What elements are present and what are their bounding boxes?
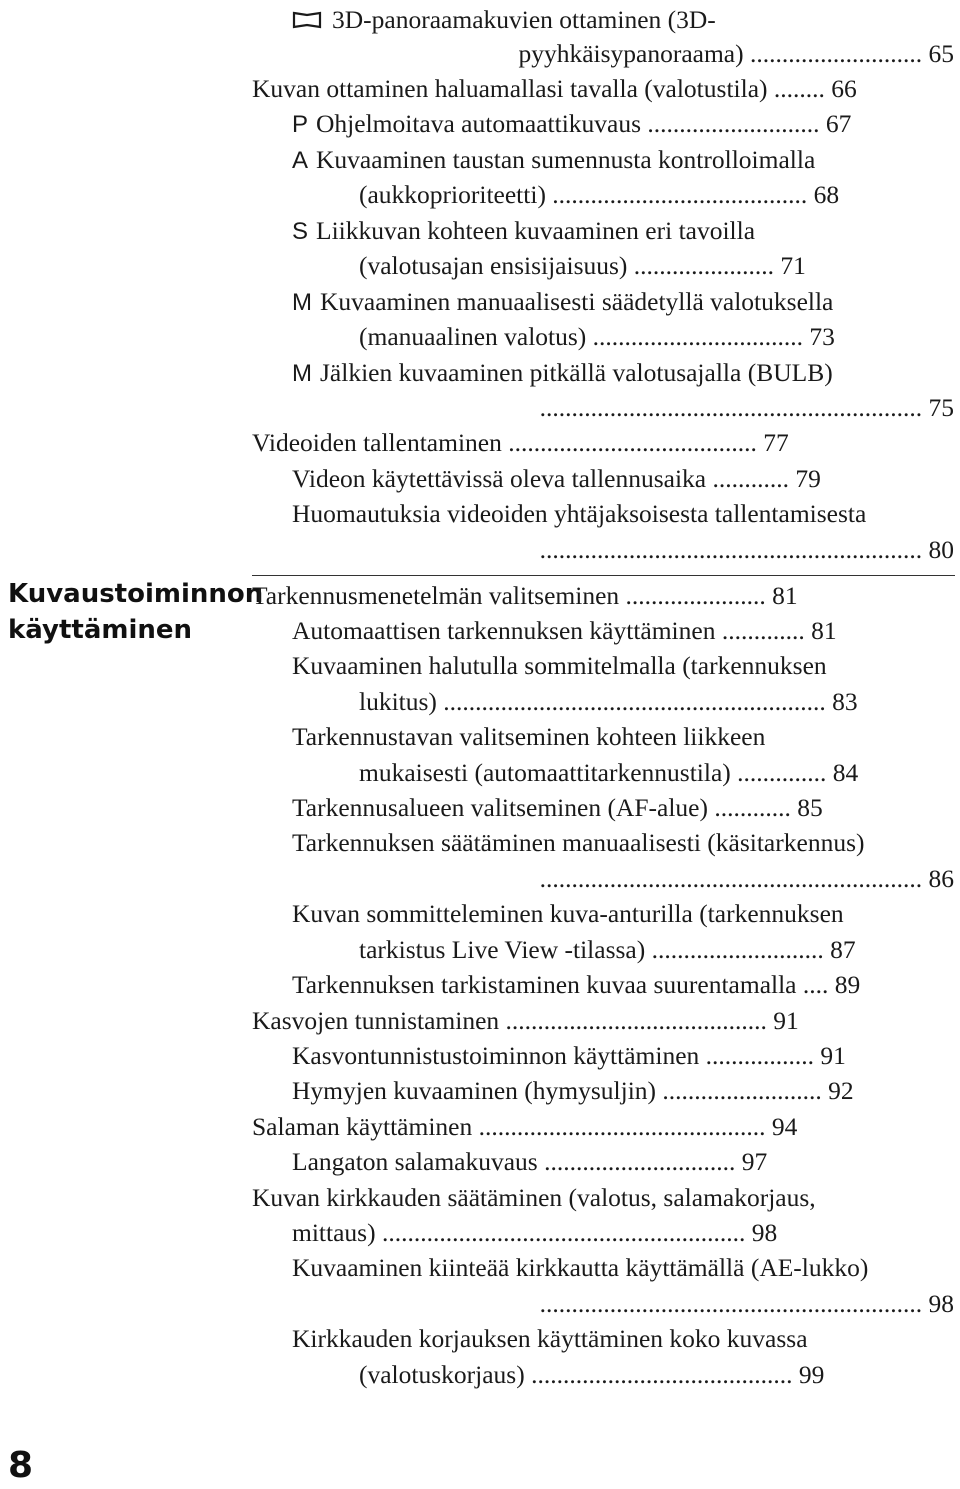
section-title-line1: Kuvaustoiminnon (8, 579, 264, 609)
toc-line (292, 1144, 954, 1180)
toc-line (292, 142, 954, 178)
toc-line (359, 755, 954, 791)
section-divider (252, 575, 955, 576)
toc-entry-text[interactable]: Tarkennuksen säätäminen manuaalisesti (käsitarkennus) (292, 828, 865, 857)
toc-entry-text[interactable]: (valotusajan ensisijaisuus) ...................... 71 (359, 251, 806, 280)
toc-entry-text[interactable]: Tarkennusalueen valitseminen (AF-alue) ............ 85 (292, 793, 823, 822)
toc-entry-text[interactable]: Ohjelmoitava automaattikuvaus ........................... 67 (316, 109, 852, 138)
toc-line (292, 355, 954, 391)
toc-entry-text[interactable]: Hymyjen kuvaaminen (hymysuljin) ......................... 92 (292, 1076, 854, 1105)
toc-line (252, 71, 954, 107)
toc-entry-text[interactable]: Tarkennuksen tarkistaminen kuvaa suurentamalla .... 89 (292, 970, 861, 999)
toc-line (292, 284, 954, 320)
toc-entry-text[interactable]: Kasvontunnistustoiminnon käyttäminen ................. 91 (292, 1041, 846, 1070)
toc-line (292, 106, 954, 142)
toc-entry-text[interactable]: Langaton salamakuvaus .............................. 97 (292, 1147, 768, 1176)
toc-entry-text[interactable]: Kuvan kirkkauden säätäminen (valotus, salamakorjaus, (252, 1183, 816, 1212)
toc-line (252, 36, 954, 72)
toc-line (359, 177, 954, 213)
toc-entry-text[interactable]: tarkistus Live View -tilassa) ........................... 87 (359, 935, 856, 964)
toc-line (292, 1250, 954, 1286)
toc-entry-text[interactable]: ............................................................ 86 (539, 864, 954, 893)
toc-line (252, 578, 954, 614)
toc-line (252, 390, 954, 426)
toc-line (292, 461, 954, 497)
toc-entry-text[interactable]: Kuvaaminen manuaalisesti säädetyllä valotuksella (320, 287, 834, 316)
toc-entry-text[interactable]: Liikkuvan kohteen kuvaaminen eri tavoilla (316, 216, 756, 245)
toc-line (252, 1109, 954, 1145)
mode-letter: S (292, 218, 309, 245)
toc-line (292, 967, 954, 1003)
toc-line (292, 790, 954, 826)
toc-entry-text[interactable]: lukitus) ............................................................ 83 (359, 687, 858, 716)
mode-letter: M (292, 289, 312, 316)
toc-entry-text[interactable]: (aukkoprioriteetti) ........................................ 68 (359, 180, 840, 209)
toc-line (292, 213, 954, 249)
toc-entry-text[interactable]: ............................................................ 75 (539, 393, 954, 422)
toc-line (292, 896, 954, 932)
toc-entry-text[interactable]: ............................................................ 98 (539, 1289, 954, 1318)
toc-entry-text[interactable]: Kasvojen tunnistaminen ......................................... 91 (252, 1006, 799, 1035)
toc-line (252, 861, 954, 897)
toc-entry-text[interactable]: mukaisesti (automaattitarkennustila) .............. 84 (359, 758, 859, 787)
toc-line (292, 613, 954, 649)
toc-line (359, 932, 954, 968)
toc-entry-text[interactable]: Videoiden tallentaminen ....................................... 77 (252, 428, 789, 457)
toc-line (292, 1073, 954, 1109)
toc-entry-text[interactable]: Tarkennusmenetelmän valitseminen ...................... 81 (252, 581, 798, 610)
toc-line (359, 684, 954, 720)
toc-entry-text[interactable]: Kuvaaminen kiinteää kirkkautta käyttämällä (AE-lukko) (292, 1253, 869, 1282)
page-number: 8 (8, 1445, 34, 1486)
mode-letter: M (292, 360, 312, 387)
section-title-line2: käyttäminen (8, 615, 193, 645)
toc-line (292, 825, 954, 861)
toc-line (292, 496, 954, 532)
toc-line (359, 248, 954, 284)
toc-entry-text[interactable]: Kirkkauden korjauksen käyttäminen koko kuvassa (292, 1324, 808, 1353)
mode-letter: A (292, 147, 309, 174)
toc-entry-text[interactable]: 3D-panoraamakuvien ottaminen (3D- (332, 5, 716, 34)
toc-line (252, 1286, 954, 1322)
toc-entry-text[interactable]: Automaattisen tarkennuksen käyttäminen ............. 81 (292, 616, 837, 645)
toc-entry-text[interactable]: Kuvaaminen taustan sumennusta kontrolloimalla (316, 145, 816, 174)
panorama-icon (292, 3, 322, 21)
toc-entry-text[interactable]: mittaus) ......................................................... 98 (292, 1218, 778, 1247)
toc-line (292, 2, 954, 38)
toc-entry-text[interactable]: Salaman käyttäminen ............................................. 94 (252, 1112, 798, 1141)
toc-entry-text[interactable]: Tarkennustavan valitseminen kohteen liikkeen (292, 722, 766, 751)
toc-line (359, 319, 954, 355)
toc-line (292, 1215, 954, 1251)
toc-entry-text[interactable]: pyyhkäisypanoraama) ........................... 65 (518, 39, 954, 68)
toc-line (292, 648, 954, 684)
mode-letter: P (292, 111, 309, 138)
toc-entry-text[interactable]: Jälkien kuvaaminen pitkällä valotusajalla (BULB) (320, 358, 833, 387)
toc-line (252, 425, 954, 461)
toc-entry-text[interactable]: Kuvaaminen halutulla sommitelmalla (tarkennuksen (292, 651, 827, 680)
toc-line (292, 1321, 954, 1357)
toc-line (252, 532, 954, 568)
toc-line (359, 1357, 954, 1393)
toc-line (292, 719, 954, 755)
toc-entry-text[interactable]: Kuvan sommitteleminen kuva-anturilla (tarkennuksen (292, 899, 844, 928)
toc-entry-text[interactable]: Kuvan ottaminen haluamallasi tavalla (valotustila) ........ 66 (252, 74, 857, 103)
toc-entry-text[interactable]: ............................................................ 80 (539, 535, 954, 564)
toc-entry-text[interactable]: Videon käytettävissä oleva tallennusaika ............ 79 (292, 464, 821, 493)
toc-line (292, 1038, 954, 1074)
toc-entry-text[interactable]: (valotuskorjaus) ......................................... 99 (359, 1360, 825, 1389)
toc-line (252, 1180, 954, 1216)
toc-line (252, 1003, 954, 1039)
toc-entry-text[interactable]: (manuaalinen valotus) ................................. 73 (359, 322, 835, 351)
section-title (8, 576, 263, 648)
toc-entry-text[interactable]: Huomautuksia videoiden yhtäjaksoisesta tallentamisesta (292, 499, 867, 528)
